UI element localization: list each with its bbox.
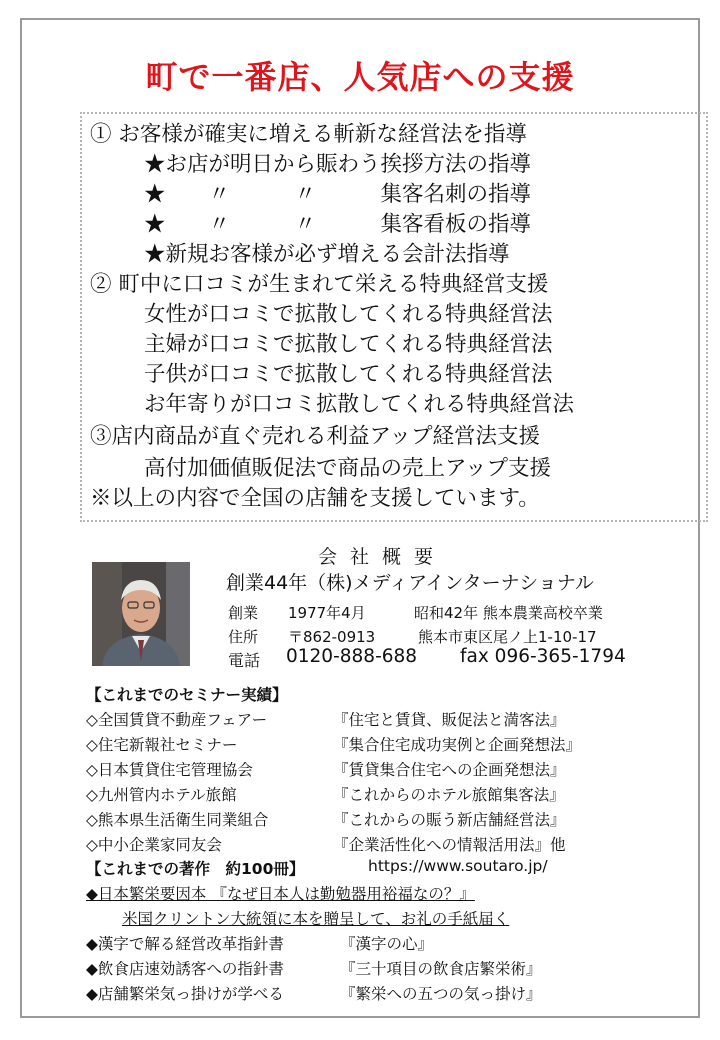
support-line-9: 子供が口コミで拡散してくれる特典経営法 (144, 362, 553, 387)
seminar-item (86, 783, 686, 803)
seminar-org: ◇九州管内ホテル旅館 (86, 786, 237, 804)
seminar-item (86, 733, 686, 753)
seminar-topic: 『住宅と賃貸、販促法と満客法』 (333, 711, 566, 729)
seminar-topic: 『これからの賑う新店舗経営法』 (333, 811, 566, 829)
seminar-item (86, 758, 686, 778)
book-desc: ◆店舗繁栄気っ掛けが学べる (86, 985, 284, 1003)
seminar-topic: 『集合住宅成功実例と企画発想法』 (333, 736, 582, 754)
book-item (86, 932, 686, 952)
founded-note: 昭和42年 熊本農業高校卒業 (414, 604, 603, 622)
support-line-8: 主婦が口コミで拡散してくれる特典経営法 (144, 332, 553, 357)
seminar-org: ◇中小企業家同友会 (86, 836, 222, 854)
book-title: 『繁栄への五つの気っ掛け』 (340, 985, 542, 1003)
founded-row (228, 602, 688, 622)
seminar-org: ◇住宅新報社セミナー (86, 736, 238, 754)
support-line-13: ※以上の内容で全国の店舗を支援しています。 (90, 486, 540, 511)
phone-row (228, 648, 688, 672)
seminar-org: ◇全国賃貸不動産フェアー (86, 711, 268, 729)
seminar-topic: 『これからのホテル旅館集客法』 (333, 786, 565, 804)
seminar-item (86, 808, 686, 828)
address-row (228, 626, 688, 646)
seminar-topic: 『企業活性化への情報活用法』他 (333, 836, 566, 854)
support-line-3: ★ 〃 〃 集客名刺の指導 (144, 182, 532, 207)
support-line-12: 高付加価値販促法で商品の売上アップ支援 (144, 456, 551, 481)
founded-value: 1977年4月 (288, 604, 366, 622)
founded-label: 創業 (228, 604, 259, 622)
book-desc: ◆飲食店速効誘客への指針書 (86, 960, 284, 978)
phone-label: 電話 (228, 651, 261, 670)
book-title: 『三十項目の飲食店繁栄術』 (340, 960, 542, 978)
phone-number: 0120-888-688 (286, 646, 418, 667)
support-line-1: ① お客様が確実に増える斬新な経営法を指導 (90, 122, 527, 147)
seminar-item (86, 833, 686, 853)
featured-book-line: ◆日本繁栄要因本 『なぜ日本人は勤勉器用裕福なの？』 (86, 885, 475, 903)
seminar-org: ◇熊本県生活衛生同業組合 (86, 811, 269, 829)
address-value: 熊本市東区尾ノ上1-10-17 (418, 628, 597, 646)
page-title: 町で一番店、人気店への支援 (145, 58, 575, 96)
seminar-topic: 『賃貸集合住宅への企画発想法』 (333, 761, 566, 779)
address-zip: 〒862-0913 (288, 628, 376, 646)
seminar-heading: 【これまでのセミナー実績】 (86, 686, 288, 704)
seminar-org: ◇日本賃貸住宅管理協会 (86, 761, 253, 779)
seminar-item (86, 708, 686, 728)
support-line-5: ★新規お客様が必ず増える会計法指導 (144, 242, 510, 267)
support-line-10: お年寄りが口コミ拡散してくれる特典経営法 (144, 392, 575, 417)
fax-number: fax 096-365-1794 (460, 646, 626, 667)
portrait-icon (92, 562, 190, 666)
support-line-7: 女性が口コミで拡散してくれる特典経営法 (144, 302, 553, 327)
book-title: 『漢字の心』 (340, 935, 434, 953)
support-line-11: ③店内商品が直ぐ売れる利益アップ経営法支援 (90, 424, 540, 449)
book-item (86, 957, 686, 977)
book-desc: ◆漢字で解る経営改革指針書 (86, 935, 284, 953)
website-link[interactable]: https://www.soutaro.jp/ (368, 857, 548, 875)
support-line-6: ② 町中に口コミが生まれて栄える特典経営支援 (90, 272, 549, 297)
books-heading: 【これまでの著作 約100冊】 (86, 860, 305, 878)
support-line-4: ★ 〃 〃 集客看板の指導 (144, 212, 532, 237)
company-name: 創業44年（株)メディアインターナショナル (226, 572, 594, 594)
support-line-2: ★お店が明日から賑わう挨拶方法の指導 (144, 152, 532, 177)
company-heading: 会社概要 (318, 546, 447, 568)
books-row (86, 857, 686, 877)
featured-book-note: 米国クリントン大統領に本を贈呈して、お礼の手紙届く (122, 910, 510, 928)
book-item (86, 982, 686, 1002)
address-label: 住所 (228, 628, 259, 646)
portrait-photo (92, 562, 190, 666)
